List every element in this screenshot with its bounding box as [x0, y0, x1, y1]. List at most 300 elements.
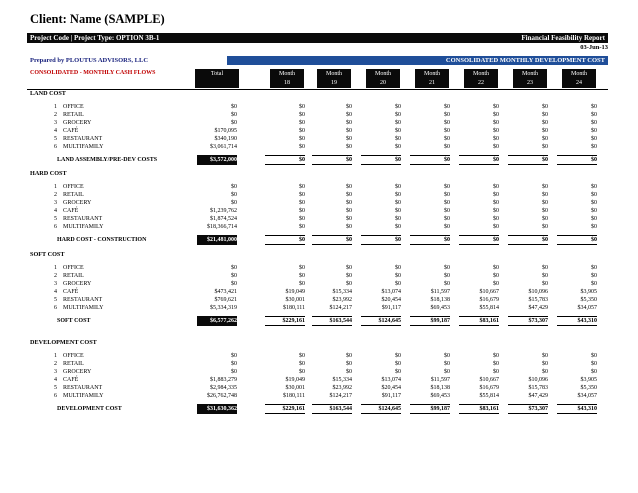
- header-month-label: Month: [325, 71, 342, 77]
- row-month-value: $0: [591, 184, 597, 190]
- subtotal-month-value: $73,307: [508, 316, 548, 326]
- report-date: 03-Jun-13: [580, 44, 608, 51]
- row-number: 6: [54, 393, 57, 399]
- row-total: $0: [231, 281, 237, 287]
- row-month-value: $5,350: [580, 297, 597, 303]
- row-month-value: $15,783: [528, 297, 548, 303]
- table-row: [27, 111, 608, 119]
- row-month-value: $0: [493, 144, 499, 150]
- row-month-value: $0: [346, 192, 352, 198]
- row-number: 3: [54, 120, 57, 126]
- header-month-label: Month: [278, 71, 295, 77]
- row-month-value: $0: [444, 128, 450, 134]
- row-month-value: $0: [591, 104, 597, 110]
- row-month-value: $0: [493, 200, 499, 206]
- row-month-value: $69,453: [430, 393, 450, 399]
- row-month-value: $0: [346, 353, 352, 359]
- subtotal-name: SOFT COST: [57, 318, 91, 324]
- table-row: [27, 223, 608, 231]
- row-number: 2: [54, 112, 57, 118]
- table-row: [27, 264, 608, 272]
- subtotal-month-value: $0: [459, 235, 499, 245]
- row-total: $0: [231, 353, 237, 359]
- subtotal-total: $3,572,000: [197, 155, 237, 165]
- row-month-value: $16,679: [479, 385, 499, 391]
- subtotal-month-value: $0: [410, 155, 450, 165]
- row-month-value: $180,111: [282, 393, 305, 399]
- row-month-value: $0: [395, 104, 401, 110]
- header-month-number: 23: [527, 80, 533, 86]
- row-month-value: $0: [444, 208, 450, 214]
- row-number: 2: [54, 192, 57, 198]
- row-number: 5: [54, 216, 57, 222]
- row-month-value: $0: [395, 128, 401, 134]
- row-month-value: $0: [542, 369, 548, 375]
- row-total: $5,334,319: [210, 305, 237, 311]
- table-row: [27, 215, 608, 223]
- row-month-value: $0: [591, 192, 597, 198]
- row-month-value: $16,679: [479, 297, 499, 303]
- row-month-value: $91,117: [381, 305, 401, 311]
- row-month-value: $0: [346, 369, 352, 375]
- header-month-label: Month: [374, 71, 391, 77]
- row-month-value: $55,814: [479, 305, 499, 311]
- subtotal-month-value: $0: [312, 235, 352, 245]
- row-month-value: $91,117: [381, 393, 401, 399]
- row-month-value: $0: [395, 224, 401, 230]
- subtotal-month-value: $99,187: [410, 316, 450, 326]
- client-title: Client: Name (SAMPLE): [30, 12, 165, 26]
- row-month-value: $0: [444, 265, 450, 271]
- row-total: $0: [231, 200, 237, 206]
- row-month-value: $23,992: [332, 297, 352, 303]
- row-month-value: $0: [299, 224, 305, 230]
- row-month-value: $10,096: [528, 377, 548, 383]
- row-number: 6: [54, 144, 57, 150]
- row-month-value: $15,783: [528, 385, 548, 391]
- row-month-value: $0: [346, 361, 352, 367]
- row-month-value: $0: [395, 216, 401, 222]
- row-month-value: $47,429: [528, 305, 548, 311]
- row-month-value: $0: [542, 112, 548, 118]
- row-number: 4: [54, 128, 57, 134]
- row-month-value: $0: [395, 144, 401, 150]
- row-month-value: $10,667: [479, 289, 499, 295]
- row-month-value: $0: [591, 128, 597, 134]
- row-month-value: $0: [542, 104, 548, 110]
- row-total: $0: [231, 184, 237, 190]
- row-total: $0: [231, 273, 237, 279]
- row-month-value: $0: [444, 184, 450, 190]
- row-month-value: $0: [493, 184, 499, 190]
- row-month-value: $0: [542, 120, 548, 126]
- header-month-number: 20: [380, 80, 386, 86]
- table-row: [27, 304, 608, 312]
- header-month-4: [464, 69, 498, 88]
- row-month-value: $0: [542, 192, 548, 198]
- subtotal-month-value: $163,544: [312, 404, 352, 414]
- table-row: [27, 392, 608, 400]
- row-month-value: $0: [346, 104, 352, 110]
- row-name: RESTAURANT: [63, 385, 103, 391]
- row-month-value: $0: [395, 281, 401, 287]
- row-name: RETAIL: [63, 112, 84, 118]
- header-month-number: 19: [331, 80, 337, 86]
- row-total: $1,874,524: [210, 216, 237, 222]
- header-month-3: [415, 69, 449, 88]
- row-month-value: $0: [542, 216, 548, 222]
- header-month-5: [513, 69, 547, 88]
- table-row: [27, 183, 608, 191]
- row-month-value: $18,138: [430, 385, 450, 391]
- subtotal-month-value: $99,187: [410, 404, 450, 414]
- row-month-value: $0: [591, 369, 597, 375]
- header-month-label: Month: [472, 71, 489, 77]
- row-month-value: $11,597: [430, 289, 450, 295]
- table-row: [27, 207, 608, 215]
- row-name: GROCERY: [63, 120, 92, 126]
- row-month-value: $0: [444, 136, 450, 142]
- subtotal-month-value: $0: [557, 155, 597, 165]
- row-name: GROCERY: [63, 200, 92, 206]
- row-month-value: $0: [542, 184, 548, 190]
- row-month-value: $0: [444, 144, 450, 150]
- section-title: SOFT COST: [30, 251, 65, 258]
- row-number: 3: [54, 281, 57, 287]
- subtotal-month-value: $163,544: [312, 316, 352, 326]
- row-month-value: $0: [395, 184, 401, 190]
- row-month-value: $0: [542, 136, 548, 142]
- row-total: $2,984,335: [210, 385, 237, 391]
- row-name: GROCERY: [63, 281, 92, 287]
- row-month-value: $0: [542, 353, 548, 359]
- row-month-value: $0: [591, 273, 597, 279]
- subtotal-month-value: $0: [410, 235, 450, 245]
- row-month-value: $124,217: [329, 305, 352, 311]
- row-month-value: $0: [395, 120, 401, 126]
- subtotal-name: LAND ASSEMBLY/PRE-DEV COSTS: [57, 157, 158, 163]
- subtotal-month-value: $0: [508, 235, 548, 245]
- section-subtotal-row: [27, 316, 608, 326]
- row-month-value: $69,453: [430, 305, 450, 311]
- row-month-value: $0: [299, 265, 305, 271]
- row-month-value: $10,667: [479, 377, 499, 383]
- row-month-value: $0: [542, 200, 548, 206]
- subtotal-month-value: $0: [265, 235, 305, 245]
- row-month-value: $0: [395, 136, 401, 142]
- header-month-0: [270, 69, 304, 88]
- row-month-value: $0: [395, 273, 401, 279]
- header-month-2: [366, 69, 400, 88]
- row-number: 2: [54, 361, 57, 367]
- row-month-value: $0: [493, 112, 499, 118]
- row-month-value: $0: [493, 104, 499, 110]
- row-total: $0: [231, 265, 237, 271]
- row-month-value: $0: [346, 200, 352, 206]
- row-month-value: $0: [591, 281, 597, 287]
- row-total: $0: [231, 369, 237, 375]
- row-month-value: $0: [346, 184, 352, 190]
- row-total: $1,883,279: [210, 377, 237, 383]
- subtotal-total: $31,630,362: [197, 404, 237, 414]
- header-month-label: Month: [570, 71, 587, 77]
- row-month-value: $0: [395, 353, 401, 359]
- row-month-value: $0: [444, 369, 450, 375]
- row-name: OFFICE: [63, 353, 84, 359]
- subtotal-month-value: $73,307: [508, 404, 548, 414]
- header-total: [195, 69, 239, 88]
- row-name: RESTAURANT: [63, 136, 103, 142]
- row-name: GROCERY: [63, 369, 92, 375]
- row-month-value: $0: [299, 353, 305, 359]
- header-month-label: Month: [423, 71, 440, 77]
- row-month-value: $0: [444, 273, 450, 279]
- row-number: 6: [54, 305, 57, 311]
- row-total: $0: [231, 104, 237, 110]
- section-subtotal-row: [27, 404, 608, 414]
- row-month-value: $0: [542, 273, 548, 279]
- header-total-label: Total: [210, 71, 224, 77]
- row-total: $1,239,762: [210, 208, 237, 214]
- project-code-label: Project Code | Project Type: OPTION 3B-1: [30, 34, 160, 42]
- row-month-value: $0: [493, 192, 499, 198]
- row-name: MULTIFAMILY: [63, 224, 104, 230]
- row-month-value: $11,597: [430, 377, 450, 383]
- prepared-by-bar: [27, 56, 608, 65]
- row-name: MULTIFAMILY: [63, 305, 104, 311]
- table-header: [27, 69, 608, 90]
- row-month-value: $0: [299, 144, 305, 150]
- row-month-value: $3,905: [580, 289, 597, 295]
- row-month-value: $0: [493, 369, 499, 375]
- row-month-value: $34,057: [577, 393, 597, 399]
- row-number: 3: [54, 200, 57, 206]
- row-month-value: $0: [395, 208, 401, 214]
- header-month-number: 22: [478, 80, 484, 86]
- row-month-value: $30,001: [285, 297, 305, 303]
- row-month-value: $30,001: [285, 385, 305, 391]
- subtotal-month-value: $83,161: [459, 316, 499, 326]
- row-number: 5: [54, 136, 57, 142]
- section-subtotal-row: [27, 235, 608, 245]
- table-row: [27, 296, 608, 304]
- row-number: 5: [54, 297, 57, 303]
- row-month-value: $0: [346, 273, 352, 279]
- row-number: 4: [54, 208, 57, 214]
- row-month-value: $19,049: [285, 289, 305, 295]
- subtotal-month-value: $0: [265, 155, 305, 165]
- row-total: $3,061,714: [210, 144, 237, 150]
- row-month-value: $0: [346, 144, 352, 150]
- row-month-value: $0: [444, 112, 450, 118]
- subtotal-month-value: $0: [508, 155, 548, 165]
- row-month-value: $0: [444, 192, 450, 198]
- subtotal-month-value: $124,645: [361, 404, 401, 414]
- table-row: [27, 143, 608, 151]
- subtotal-month-value: $0: [557, 235, 597, 245]
- subtotal-name: DEVELOPMENT COST: [57, 406, 122, 412]
- row-name: OFFICE: [63, 265, 84, 271]
- row-number: 1: [54, 353, 57, 359]
- project-bar: [27, 33, 608, 43]
- row-month-value: $20,454: [381, 385, 401, 391]
- subtotal-total: $21,481,000: [197, 235, 237, 245]
- row-month-value: $0: [493, 224, 499, 230]
- subtotal-total: $6,577,262: [197, 316, 237, 326]
- row-total: $0: [231, 120, 237, 126]
- row-month-value: $0: [591, 200, 597, 206]
- subtotal-month-value: $83,161: [459, 404, 499, 414]
- row-number: 3: [54, 369, 57, 375]
- row-month-value: $0: [346, 281, 352, 287]
- row-month-value: $0: [444, 120, 450, 126]
- row-total: $769,621: [214, 297, 237, 303]
- row-month-value: $13,074: [381, 289, 401, 295]
- row-number: 4: [54, 289, 57, 295]
- row-month-value: $0: [299, 281, 305, 287]
- row-month-value: $0: [591, 216, 597, 222]
- row-month-value: $0: [299, 136, 305, 142]
- row-month-value: $0: [346, 208, 352, 214]
- row-month-value: $0: [542, 265, 548, 271]
- row-total: $0: [231, 192, 237, 198]
- row-month-value: $13,074: [381, 377, 401, 383]
- row-month-value: $55,814: [479, 393, 499, 399]
- row-month-value: $0: [542, 208, 548, 214]
- row-month-value: $0: [493, 216, 499, 222]
- row-month-value: $5,350: [580, 385, 597, 391]
- table-row: [27, 280, 608, 288]
- row-month-value: $0: [591, 265, 597, 271]
- report-title: CONSOLIDATED MONTHLY DEVELOPMENT COST: [227, 56, 608, 65]
- row-month-value: $0: [395, 369, 401, 375]
- row-month-value: $23,992: [332, 385, 352, 391]
- table-row: [27, 288, 608, 296]
- row-number: 2: [54, 273, 57, 279]
- table-row: [27, 376, 608, 384]
- row-number: 4: [54, 377, 57, 383]
- row-total: $170,095: [214, 128, 237, 134]
- row-month-value: $3,905: [580, 377, 597, 383]
- row-month-value: $0: [591, 112, 597, 118]
- row-month-value: $0: [395, 265, 401, 271]
- row-name: CAFÉ: [63, 128, 79, 134]
- row-month-value: $20,454: [381, 297, 401, 303]
- row-month-value: $0: [346, 265, 352, 271]
- row-month-value: $0: [493, 136, 499, 142]
- row-month-value: $0: [444, 216, 450, 222]
- header-month-1: [317, 69, 351, 88]
- row-month-value: $0: [299, 369, 305, 375]
- row-total: $340,190: [214, 136, 237, 142]
- row-name: CAFÉ: [63, 377, 79, 383]
- row-month-value: $0: [299, 112, 305, 118]
- row-month-value: $0: [542, 128, 548, 134]
- row-name: RETAIL: [63, 273, 84, 279]
- table-row: [27, 127, 608, 135]
- subtotal-month-value: $43,310: [557, 316, 597, 326]
- row-total: $473,421: [214, 289, 237, 295]
- table-label: CONSOLIDATED - MONTHLY CASH FLOWS: [30, 70, 156, 76]
- row-month-value: $0: [444, 224, 450, 230]
- table-row: [27, 199, 608, 207]
- row-month-value: $180,111: [282, 305, 305, 311]
- row-month-value: $0: [542, 144, 548, 150]
- subtotal-month-value: $43,310: [557, 404, 597, 414]
- row-month-value: $0: [395, 200, 401, 206]
- table-row: [27, 135, 608, 143]
- table-row: [27, 119, 608, 127]
- section-title: LAND COST: [30, 90, 66, 97]
- subtotal-month-value: $0: [459, 155, 499, 165]
- row-total: $0: [231, 361, 237, 367]
- subtotal-name: HARD COST - CONSTRUCTION: [57, 237, 147, 243]
- row-month-value: $0: [493, 208, 499, 214]
- subtotal-month-value: $229,161: [265, 316, 305, 326]
- row-month-value: $34,057: [577, 305, 597, 311]
- row-number: 5: [54, 385, 57, 391]
- row-month-value: $0: [299, 273, 305, 279]
- table-row: [27, 360, 608, 368]
- subtotal-month-value: $0: [361, 155, 401, 165]
- row-month-value: $18,138: [430, 297, 450, 303]
- row-month-value: $0: [299, 200, 305, 206]
- table-row: [27, 368, 608, 376]
- row-month-value: $15,334: [332, 289, 352, 295]
- row-month-value: $0: [444, 104, 450, 110]
- row-month-value: $0: [591, 136, 597, 142]
- row-number: 6: [54, 224, 57, 230]
- row-month-value: $0: [299, 128, 305, 134]
- row-month-value: $0: [444, 200, 450, 206]
- subtotal-month-value: $0: [361, 235, 401, 245]
- row-month-value: $0: [493, 128, 499, 134]
- row-name: RESTAURANT: [63, 216, 103, 222]
- row-name: CAFÉ: [63, 289, 79, 295]
- row-month-value: $0: [299, 208, 305, 214]
- row-month-value: $0: [299, 216, 305, 222]
- section-title: HARD COST: [30, 170, 67, 177]
- row-month-value: $0: [493, 273, 499, 279]
- report-type-label: Financial Feasibility Report: [521, 34, 605, 42]
- row-month-value: $0: [591, 208, 597, 214]
- row-month-value: $0: [591, 361, 597, 367]
- row-month-value: $0: [493, 120, 499, 126]
- row-month-value: $0: [395, 112, 401, 118]
- header-month-6: [562, 69, 596, 88]
- row-number: 1: [54, 265, 57, 271]
- row-month-value: $0: [395, 361, 401, 367]
- row-month-value: $0: [444, 361, 450, 367]
- table-row: [27, 272, 608, 280]
- row-month-value: $0: [299, 120, 305, 126]
- row-month-value: $0: [542, 281, 548, 287]
- row-month-value: $0: [591, 120, 597, 126]
- header-month-number: 21: [429, 80, 435, 86]
- prepared-by: Prepared by PLOUTUS ADVISORS, LLC: [27, 56, 185, 65]
- table-row: [27, 103, 608, 111]
- row-month-value: $10,096: [528, 289, 548, 295]
- table-row: [27, 352, 608, 360]
- row-month-value: $0: [444, 281, 450, 287]
- table-row: [27, 191, 608, 199]
- row-name: OFFICE: [63, 184, 84, 190]
- row-month-value: $0: [346, 136, 352, 142]
- row-month-value: $124,217: [329, 393, 352, 399]
- row-name: RETAIL: [63, 361, 84, 367]
- row-name: CAFÉ: [63, 208, 79, 214]
- row-month-value: $0: [346, 128, 352, 134]
